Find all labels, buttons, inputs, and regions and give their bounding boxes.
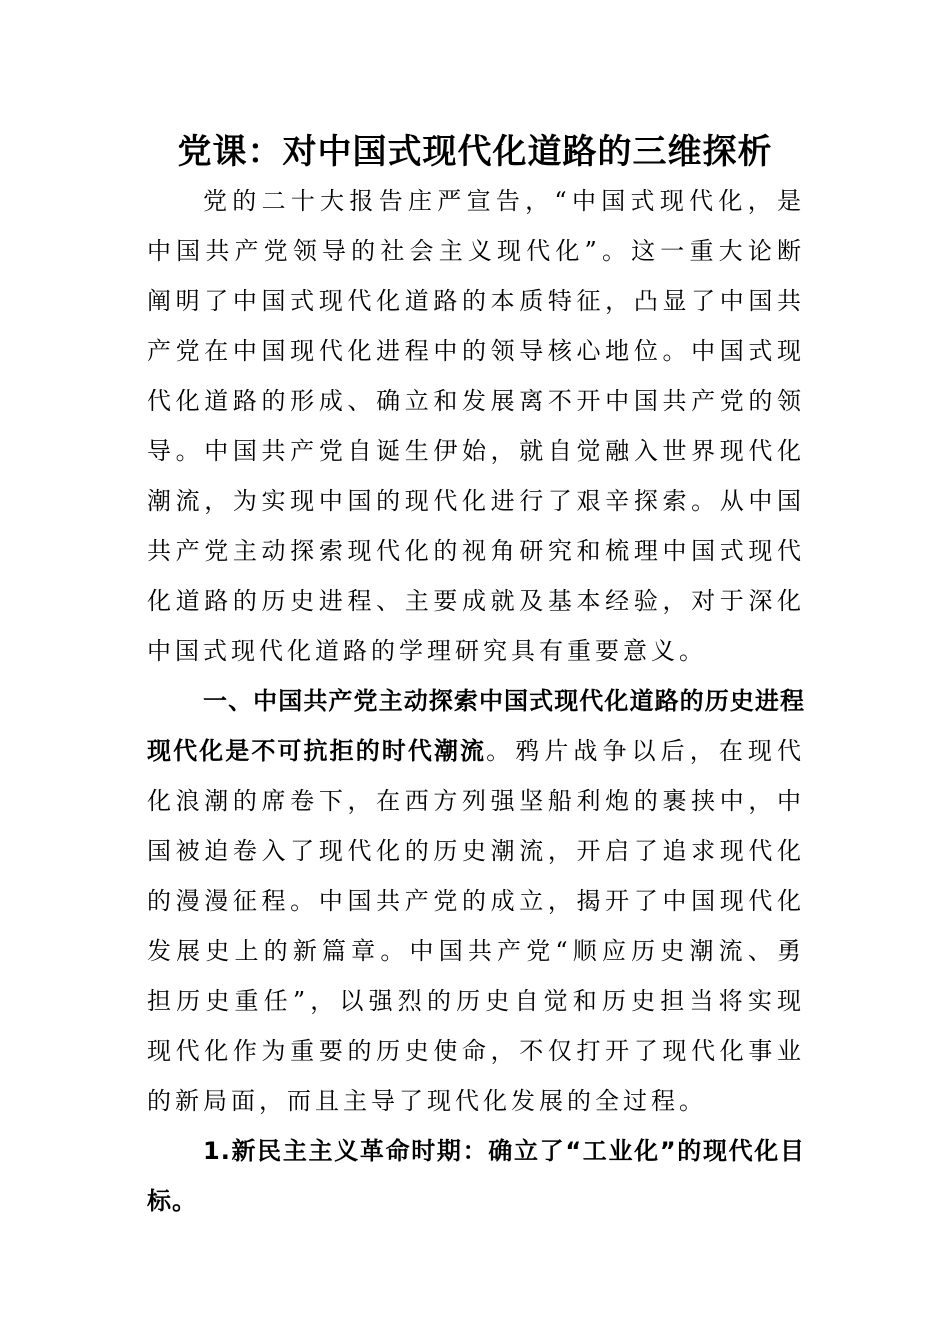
section-1-lead: 现代化是不可抗拒的时代潮流 <box>147 737 487 765</box>
section-1-paragraph <box>147 676 805 1126</box>
subsection-1-heading: 1.新民主主义革命时期：确立了“工业化”的现代化目标。 <box>147 1137 805 1215</box>
section-1-heading: 一、中国共产党主动探索中国式现代化道路的历史进程 <box>203 687 805 715</box>
intro-paragraph: 党的二十大报告庄严宣告，“中国式现代化，是中国共产党领导的社会主义现代化”。这一重大论断阐明了中国式现代化道路的本质特征，凸显了中国共产党在中国现代化进程中的领导核心地位。中国式现代化道路的形成、确立和发展离不开中国共产党的领导。中国共产党自诞生伊始，就自觉融入世界现代化潮流，为实现中国的现代化进行了艰辛探索。从中国共产党主动探索现代化的视角研究和梳理中国式现代化道路的历史进程、主要成就及基本经验，对于深化中国式现代化道路的学理研究具有重要意义。 <box>147 187 805 665</box>
section-1-body: 。鸦片战争以后，在现代化浪潮的席卷下，在西方列强坚船利炮的裹挟中，中国被迫卷入了现代化的历史潮流，开启了追求现代化的漫漫征程。中国共产党的成立，揭开了中国现代化发展史上的新篇章。中国共产党“顺应历史潮流、勇担历史重任”，以强烈的历史自觉和历史担当将实现现代化作为重要的历史使命，不仅打开了现代化事业的新局面，而且主导了现代化发展的全过程。 <box>147 737 806 1115</box>
document-title: 党课：对中国式现代化道路的三维探析 <box>177 132 773 172</box>
